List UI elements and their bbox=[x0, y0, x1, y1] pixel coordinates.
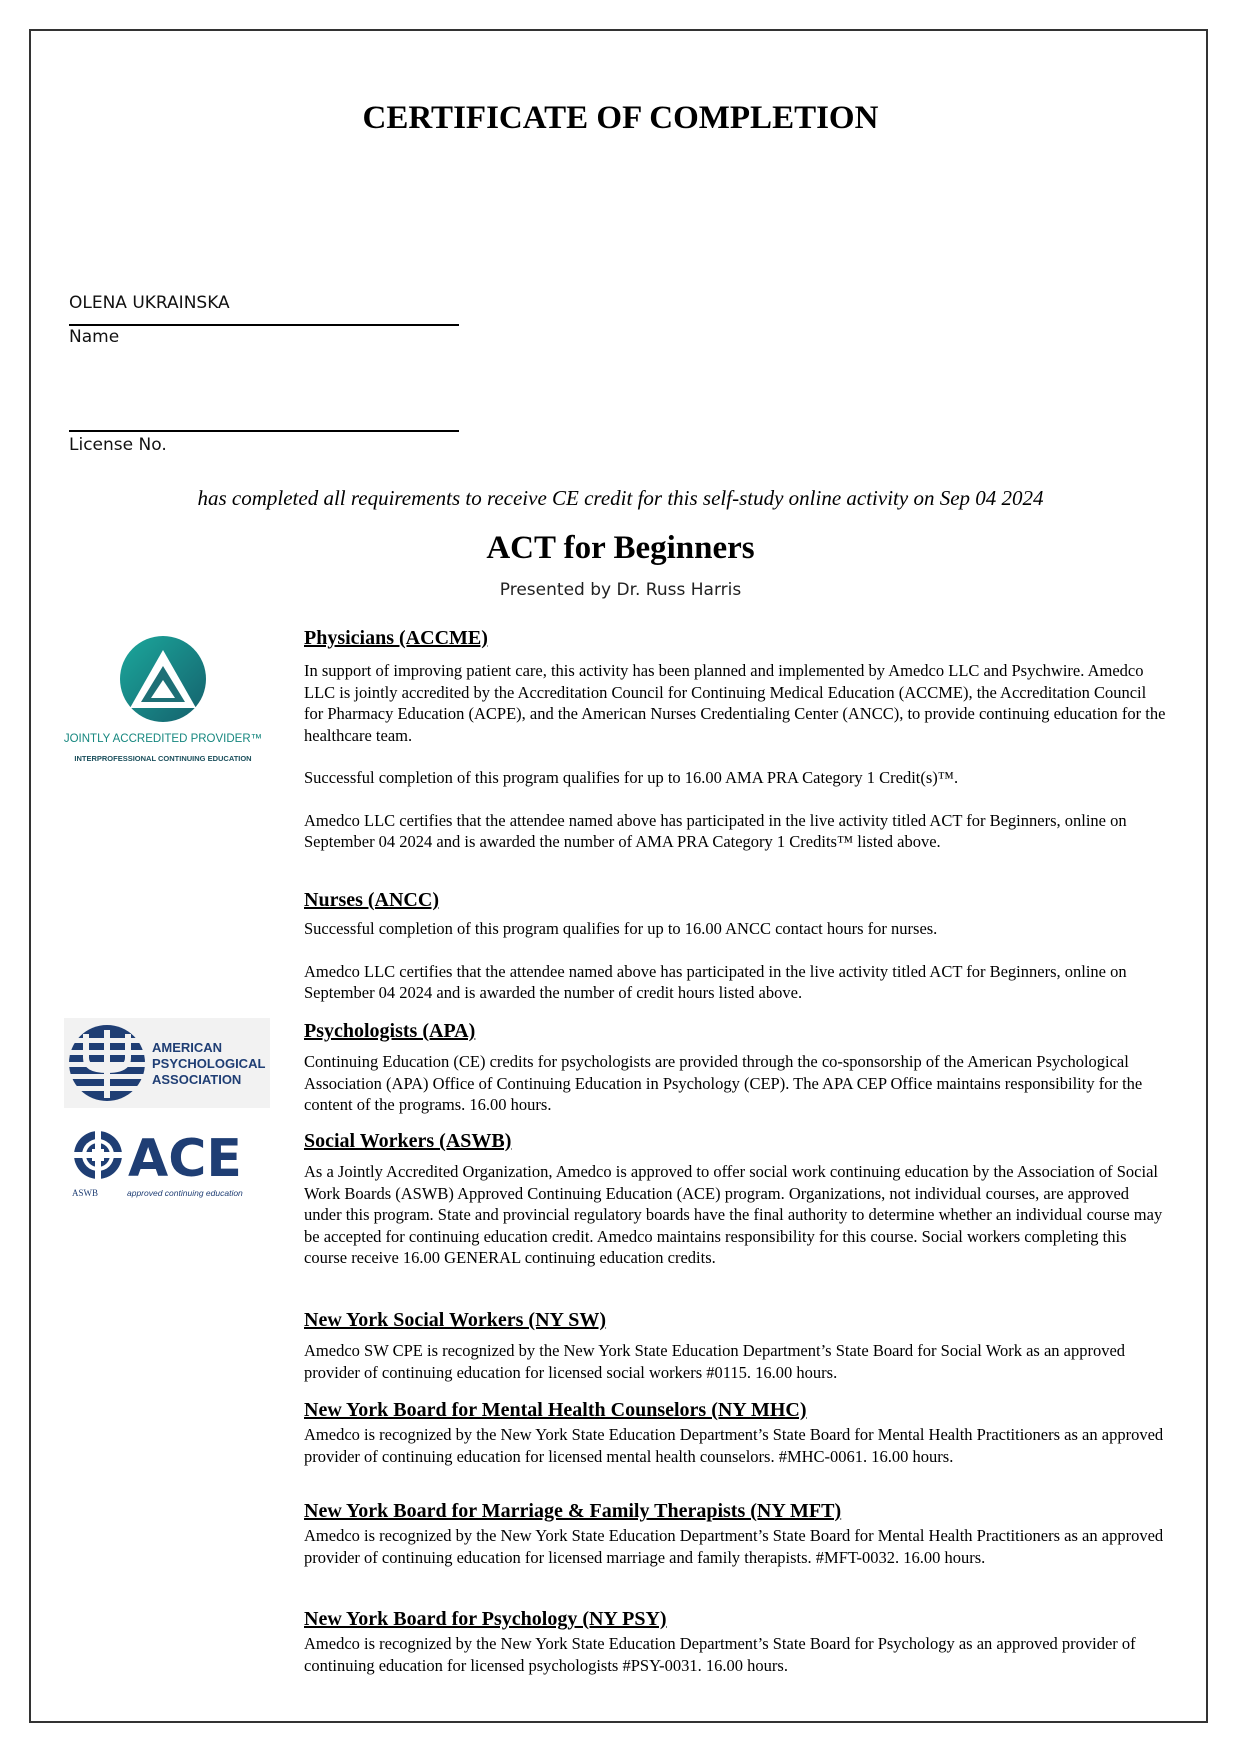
license-underline bbox=[69, 430, 459, 432]
license-label: License No. bbox=[69, 435, 167, 455]
section-ny-mft bbox=[304, 1499, 1166, 1568]
section-psychologists bbox=[304, 1019, 1166, 1116]
section-ny-mhc bbox=[304, 1398, 1166, 1467]
apa-line3: ASSOCIATION bbox=[152, 1072, 242, 1087]
apa-psi-icon bbox=[64, 1018, 270, 1108]
ace-small-right: approved continuing education bbox=[127, 1188, 243, 1198]
course-title: ACT for Beginners bbox=[486, 530, 755, 566]
apa-line2: PSYCHOLOGICAL bbox=[152, 1056, 266, 1071]
name-label: Name bbox=[69, 327, 120, 347]
ny-sw-heading: New York Social Workers (NY SW) bbox=[304, 1309, 607, 1331]
jointly-line2: INTERPROFESSIONAL CONTINUING EDUCATION bbox=[74, 754, 252, 763]
apa-logo bbox=[64, 1018, 270, 1108]
jointly-accredited-provider-logo bbox=[64, 636, 264, 768]
section-ny-psy bbox=[304, 1607, 1166, 1676]
nurses-paragraph-1: Successful completion of this program qualifies for up to 16.00 ANCC contact hours for nurses. bbox=[304, 919, 938, 938]
section-nurses bbox=[304, 888, 1166, 1004]
ny-mft-paragraph-1: Amedco is recognized by the New York State Education Department’s State Board for Mental Health Practitioners as an approved provider of continuing education for licensed marriage and family therapists. #MFT-0032. 16.00 hours. bbox=[304, 1526, 1164, 1567]
attendee-name: OLENA UKRAINSKA bbox=[69, 293, 230, 313]
section-physicians bbox=[304, 626, 1166, 853]
certificate-title: CERTIFICATE OF COMPLETION bbox=[362, 100, 879, 136]
nurses-heading: Nurses (ANCC) bbox=[304, 889, 439, 911]
physicians-paragraph-3: Amedco LLC certifies that the attendee named above has participated in the live activity titled ACT for Beginners, online on September 04 2024 and is awarded the number of AMA PRA Category 1 Credits™ listed above. bbox=[304, 810, 1127, 851]
physicians-paragraph-2: Successful completion of this program qualifies for up to 16.00 AMA PRA Category 1 Credit(s)™. bbox=[304, 768, 959, 787]
ace-wordmark: ACE bbox=[128, 1129, 242, 1189]
nurses-paragraph-2: Amedco LLC certifies that the attendee named above has participated in the live activity titled ACT for Beginners, online on September 04 2024 and is awarded the number of credit hours listed above. bbox=[304, 961, 1127, 1002]
ny-psy-heading: New York Board for Psychology (NY PSY) bbox=[304, 1608, 667, 1630]
ny-mft-heading: New York Board for Marriage & Family Therapists (NY MFT) bbox=[304, 1500, 842, 1522]
physicians-paragraph-1: In support of improving patient care, this activity has been planned and implemented by Amedco LLC and Psychwire. Amedco LLC is jointly accredited by the Accreditation Council for Continuing Medical Education (ACCME), the Accreditation Council for Pharmacy Education (ACPE), and the American Nurses Credentialing Center (ANCC), to provide continuing education for the healthcare team. bbox=[304, 661, 1166, 745]
physicians-heading: Physicians (ACCME) bbox=[304, 627, 488, 649]
apa-line1: AMERICAN bbox=[152, 1040, 223, 1055]
aswb-ace-logo bbox=[72, 1128, 266, 1202]
section-ny-sw bbox=[304, 1308, 1166, 1383]
psychologists-paragraph-1: Continuing Education (CE) credits for psychologists are provided through the co-sponsorship of the American Psychological Association (APA) Office of Continuing Education in Psychology (CEP). The APA CEP Office maintains responsibility for the content of the programs. 16.00 hours. bbox=[304, 1052, 1143, 1114]
psychologists-heading: Psychologists (APA) bbox=[304, 1020, 476, 1042]
jointly-line1: JOINTLY ACCREDITED PROVIDER™ bbox=[64, 733, 263, 745]
presenter-line: Presented by Dr. Russ Harris bbox=[499, 580, 742, 600]
ny-mhc-paragraph-1: Amedco is recognized by the New York State Education Department’s State Board for Mental Health Practitioners as an approved provider of continuing education for licensed mental health counselors. #MHC-0061. 16.00 hours. bbox=[304, 1425, 1164, 1466]
certificate-border bbox=[29, 29, 1208, 1723]
ny-sw-paragraph-1: Amedco SW CPE is recognized by the New York State Education Department’s State Board for Social Work as an approved provider of continuing education for licensed social workers #0115. 16.00 hours. bbox=[304, 1341, 1126, 1382]
name-underline bbox=[69, 324, 459, 326]
ace-small-left: ASWB bbox=[72, 1188, 99, 1198]
social-workers-paragraph-1: As a Jointly Accredited Organization, Amedco is approved to offer social work continuing education by the Association of Social Work Boards (ASWB) Approved Continuing Education (ACE) program. Organizations, not individual courses, are approved under this program. State and provincial regulatory boards have the final authority to determine whether an individual course may be accepted for continuing education credit. Amedco maintains responsibility for this course. Social workers completing this course receive 16.00 GENERAL continuing education credits. bbox=[304, 1162, 1163, 1267]
jointly-accredited-triangle-icon bbox=[64, 636, 264, 768]
completion-statement: has completed all requirements to receive CE credit for this self-study online activity on Sep 04 2024 bbox=[197, 486, 1044, 510]
ny-mhc-heading: New York Board for Mental Health Counselors (NY MHC) bbox=[304, 1399, 807, 1421]
social-workers-heading: Social Workers (ASWB) bbox=[304, 1130, 512, 1152]
section-social-workers bbox=[304, 1129, 1166, 1269]
ny-psy-paragraph-1: Amedco is recognized by the New York State Education Department’s State Board for Psychology as an approved provider of continuing education for licensed psychologists #PSY-0031. 16.00 hours. bbox=[304, 1634, 1136, 1675]
aswb-ace-icon bbox=[72, 1128, 266, 1202]
